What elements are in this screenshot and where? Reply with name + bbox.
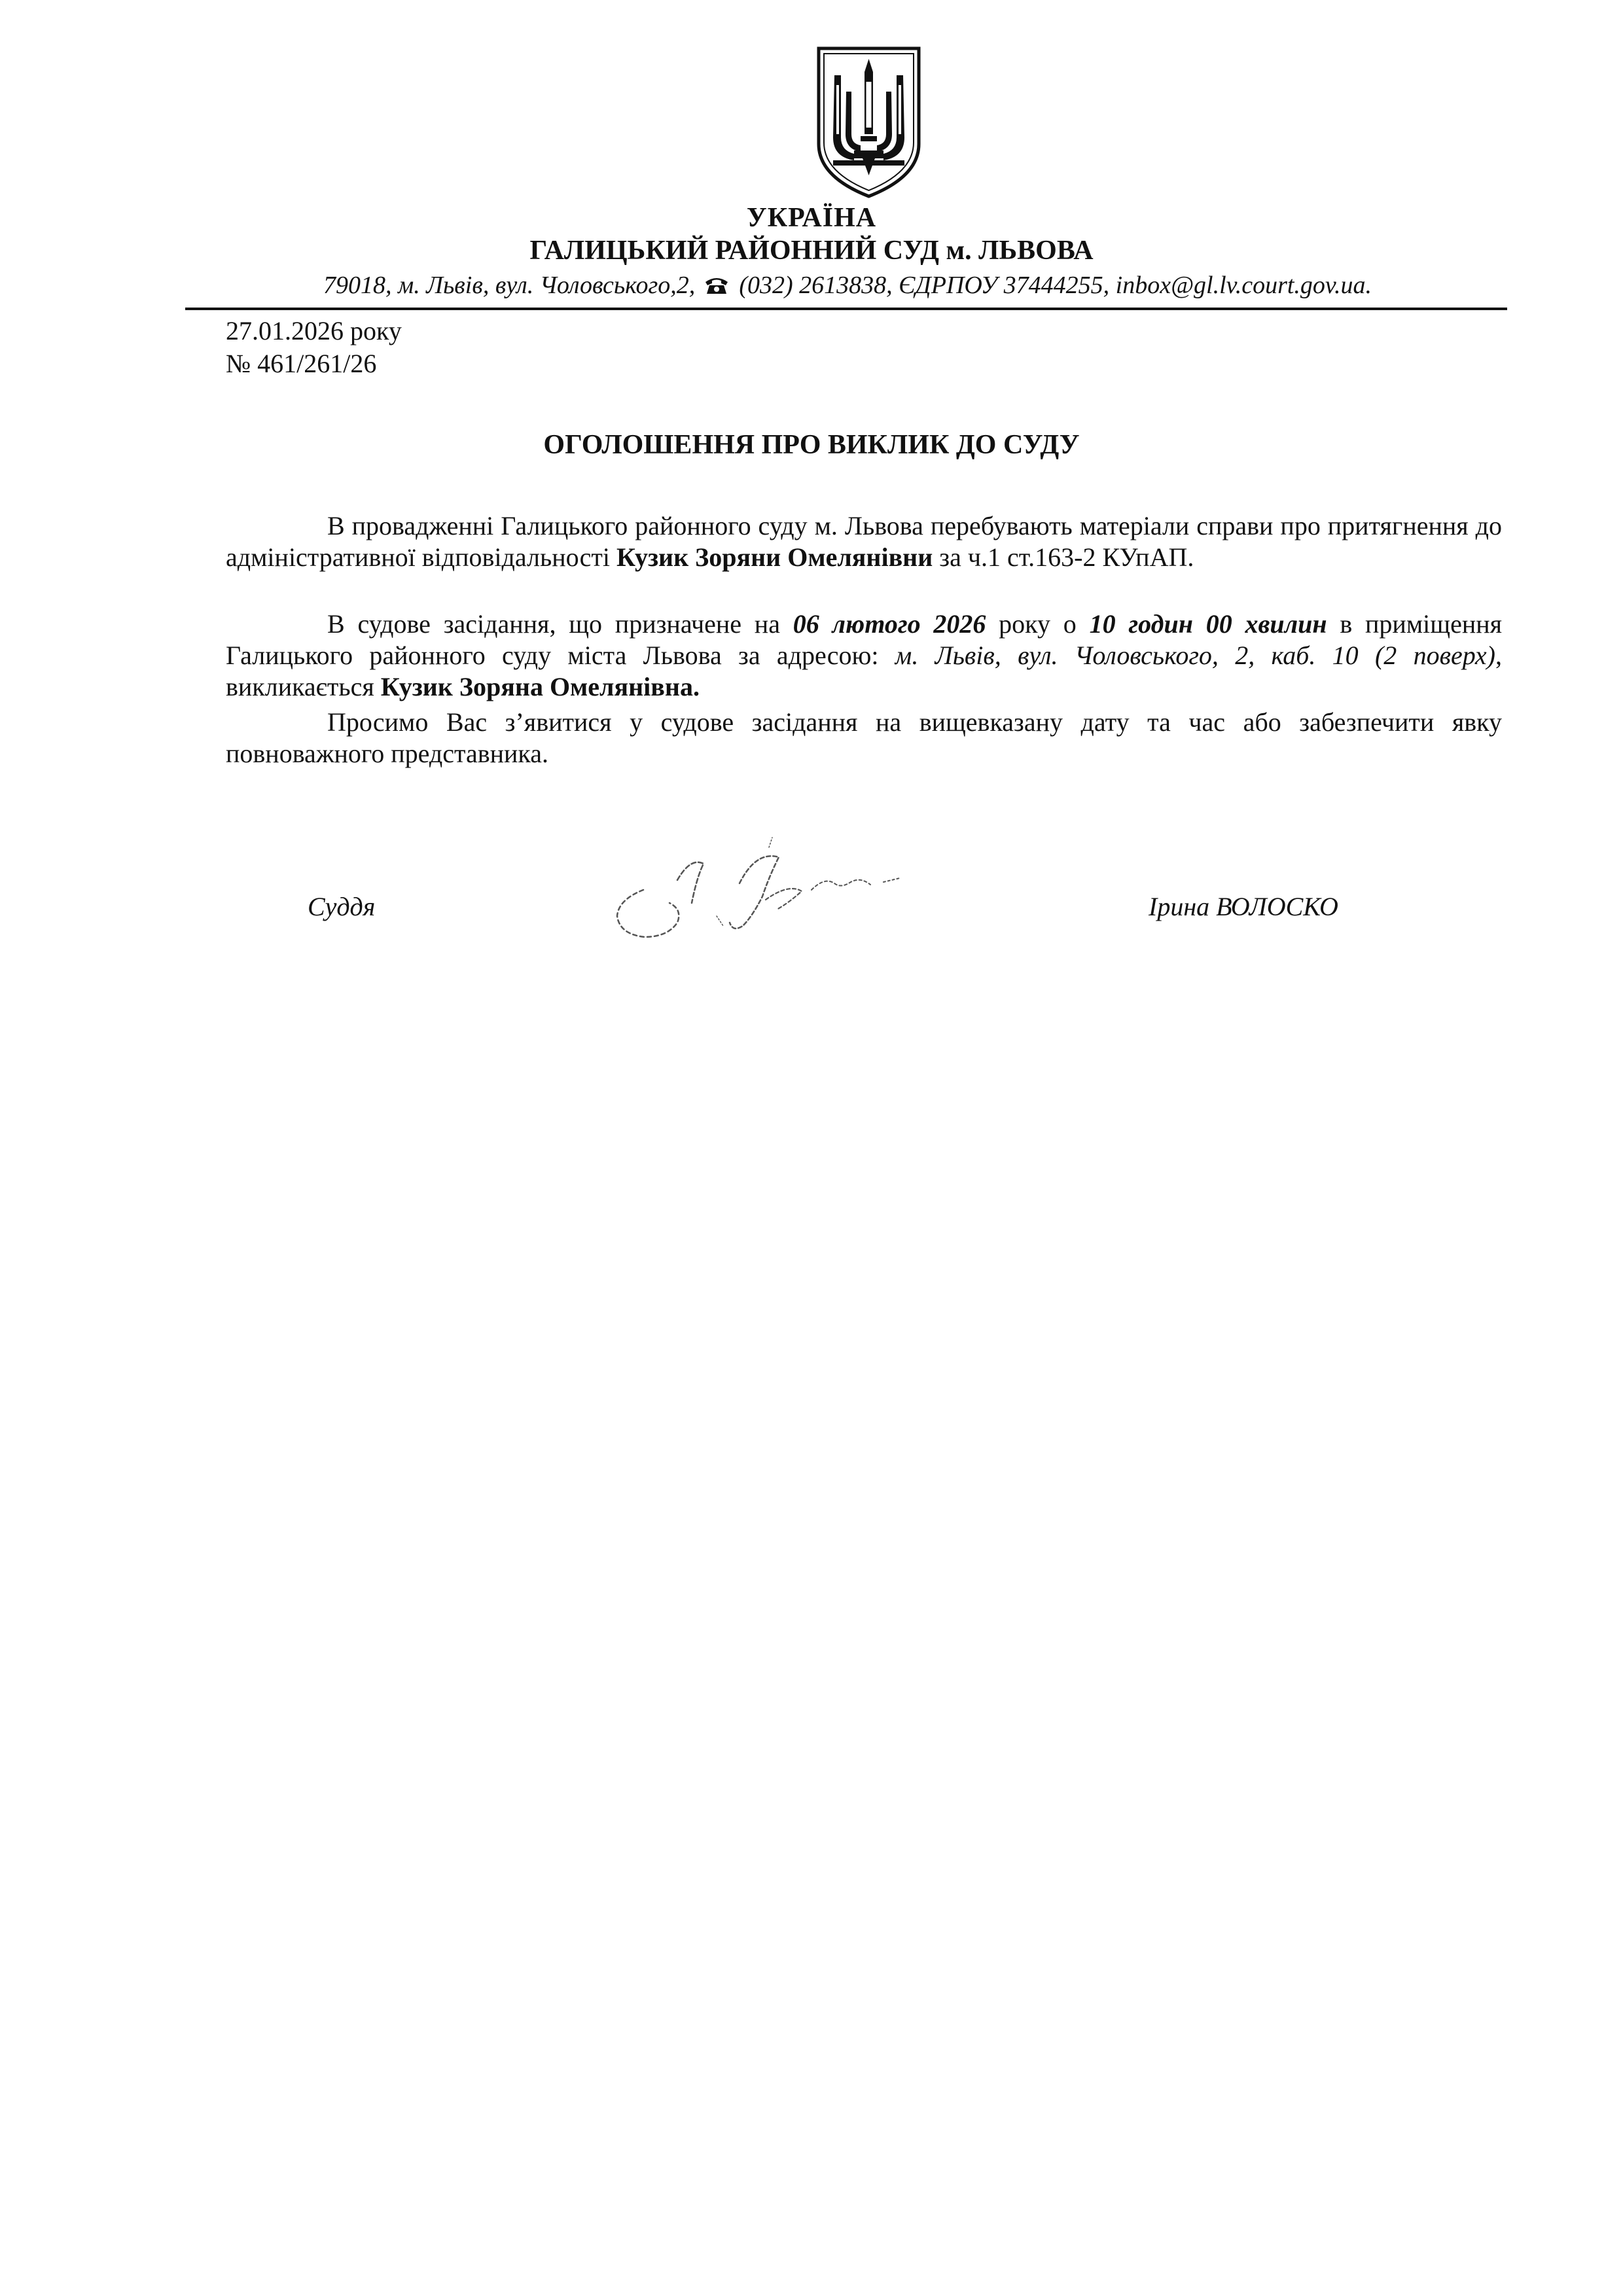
- handwritten-signature: [605, 818, 959, 955]
- header-divider: [185, 308, 1507, 310]
- paragraph-2: [226, 609, 1502, 703]
- hearing-date: 06 лютого 2026: [793, 609, 986, 639]
- trident-icon: [815, 46, 923, 200]
- header-court-name: ГАЛИЦЬКИЙ РАЙОННИЙ СУД м. ЛЬВОВА: [529, 236, 1094, 266]
- p2-text-2: року о: [986, 609, 1090, 639]
- header-address-line: [216, 270, 1479, 300]
- p1-defendant-name: Кузик Зоряни Омелянівни: [616, 542, 933, 572]
- judge-name: Ірина ВОЛОСКО: [1149, 892, 1338, 921]
- p2-text-3: в приміщення Галицького районного суду міста Львова за адресою:: [226, 609, 1503, 670]
- paragraph-1: [226, 510, 1502, 573]
- address-part-2: ЄДРПОУ 37444255, inbox@gl.lv.court.gov.ua.: [899, 272, 1372, 299]
- p2-defendant-name: Кузик Зоряна Омелянівна.: [380, 672, 700, 701]
- p1-text-2: за ч.1 ст.163-2 КУпАП.: [933, 542, 1194, 572]
- hearing-address: м. Львів, вул. Чоловського, 2, каб. 10 (2 поверх): [895, 641, 1495, 670]
- p1-text-1: В провадженні Галицького районного суду м. Львова перебувають матеріали справи про притягнення до адміністративної відповідальності: [226, 511, 1502, 572]
- paragraph-3: Просимо Вас з’явитися у судове засідання на вищевказану дату та час або забезпечити явку повноважного представника.: [226, 707, 1502, 768]
- document-date: 27.01.2026 року: [226, 316, 402, 345]
- telephone-icon: [704, 275, 729, 295]
- header-country: УКРАЇНА: [746, 203, 877, 233]
- document-title: ОГОЛОШЕННЯ ПРО ВИКЛИК ДО СУДУ: [543, 430, 1080, 460]
- phone-number: (032) 2613838,: [739, 272, 893, 299]
- address-part-1: 79018, м. Львів, вул. Чоловського,2,: [323, 272, 696, 299]
- p2-text-1: В судове засідання, що призначене на: [327, 609, 793, 639]
- document-number: № 461/261/26: [226, 349, 377, 378]
- hearing-time: 10 годин 00 хвилин: [1089, 609, 1327, 639]
- signature-role: Суддя: [308, 892, 376, 921]
- p2-text-4: , викликається: [226, 641, 1502, 701]
